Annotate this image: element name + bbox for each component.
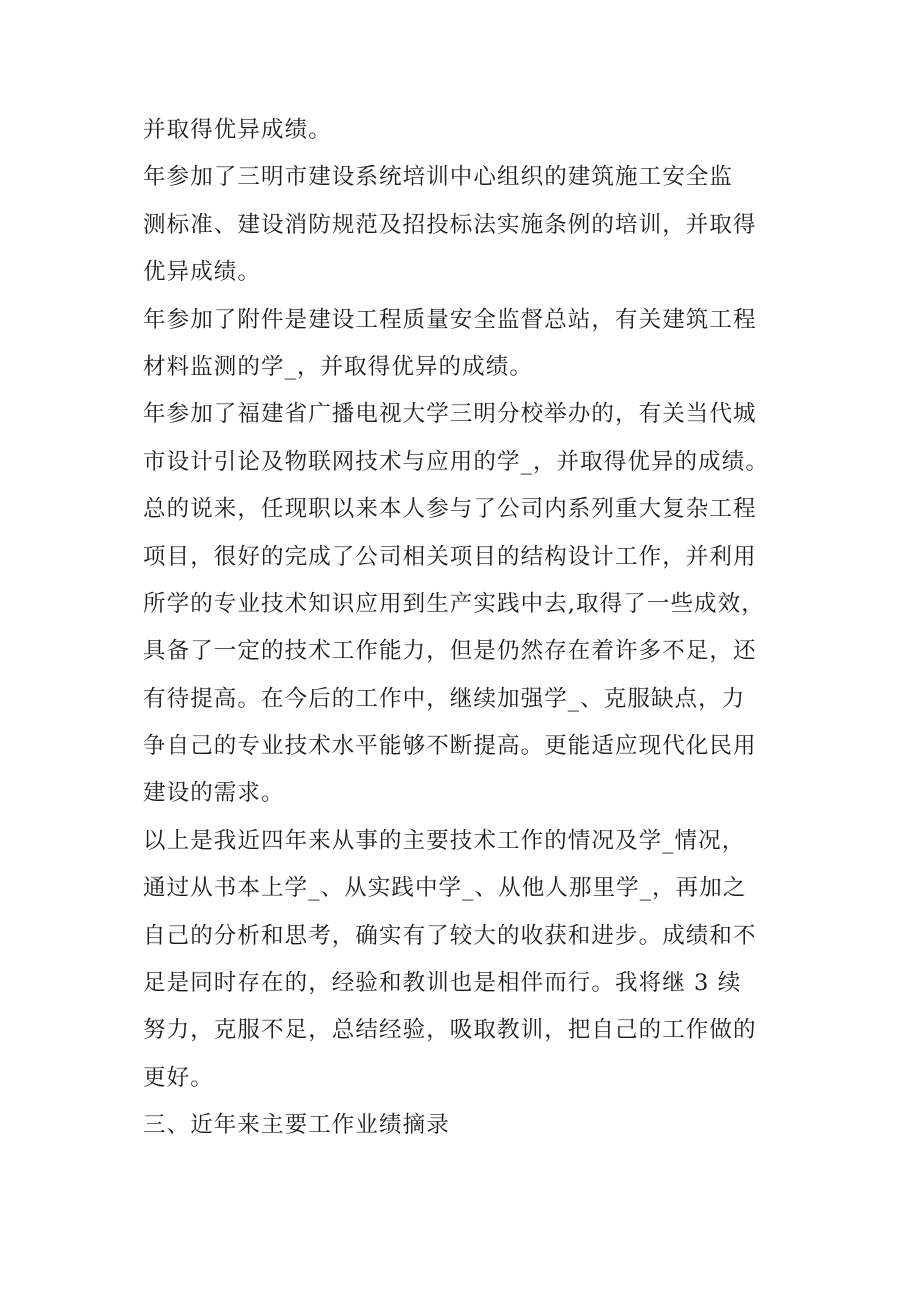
text-line: 并取得优异成绩。 <box>143 117 332 143</box>
text-line: 年参加了附件是建设工程质量安全监督总站，有关建筑工程 <box>143 306 757 333</box>
section-heading: 三、近年来主要工作业绩摘录 <box>143 1112 450 1139</box>
text-line: 建设的需求。 <box>143 780 285 807</box>
text-line: 争自己的专业技术水平能够不断提高。更能适应现代化民用 <box>143 733 757 760</box>
text-line: 有待提高。在今后的工作中，继续加强学_、克服缺点，力 <box>143 685 746 712</box>
text-line: 自己的分析和思考，确实有了较大的收获和进步。成绩和不 <box>143 922 757 949</box>
text-line: 年参加了三明市建设系统培训中心组织的建筑施工安全监 <box>143 164 734 191</box>
text-line: 通过从书本上学_、从实践中学_、从他人那里学_，再加之 <box>143 875 747 902</box>
text-line: 测标准、建设消防规范及招投标法实施条例的培训，并取得 <box>143 211 757 238</box>
text-line: 总的说来，任现职以来本人参与了公司内系列重大复杂工程 <box>143 496 757 523</box>
text-line: 市设计引论及物联网技术与应用的学_，并取得优异的成绩。 <box>143 448 769 475</box>
text-line: 材料监测的学_，并取得优异的成绩。 <box>143 353 533 380</box>
text-line: 具备了一定的技术工作能力，但是仍然存在着许多不足，还 <box>143 638 757 665</box>
text-line: 所学的专业技术知识应用到生产实践中去,取得了一些成效， <box>143 590 765 617</box>
text-line: 以上是我近四年来从事的主要技术工作的情况及学_情况， <box>143 827 746 854</box>
text-line: 足是同时存在的，经验和教训也是相伴而行。我将继 3 续 <box>143 970 742 997</box>
body-text <box>143 107 803 1150</box>
text-line: 努力，克服不足，总结经验，吸取教训，把自己的工作做的 <box>143 1017 757 1044</box>
text-line: 项目，很好的完成了公司相关项目的结构设计工作，并利用 <box>143 543 757 570</box>
text-line: 优异成绩。 <box>143 259 262 286</box>
text-line: 更好。 <box>143 1064 214 1091</box>
text-line: 年参加了福建省广播电视大学三明分校举办的，有关当代城 <box>143 401 757 428</box>
